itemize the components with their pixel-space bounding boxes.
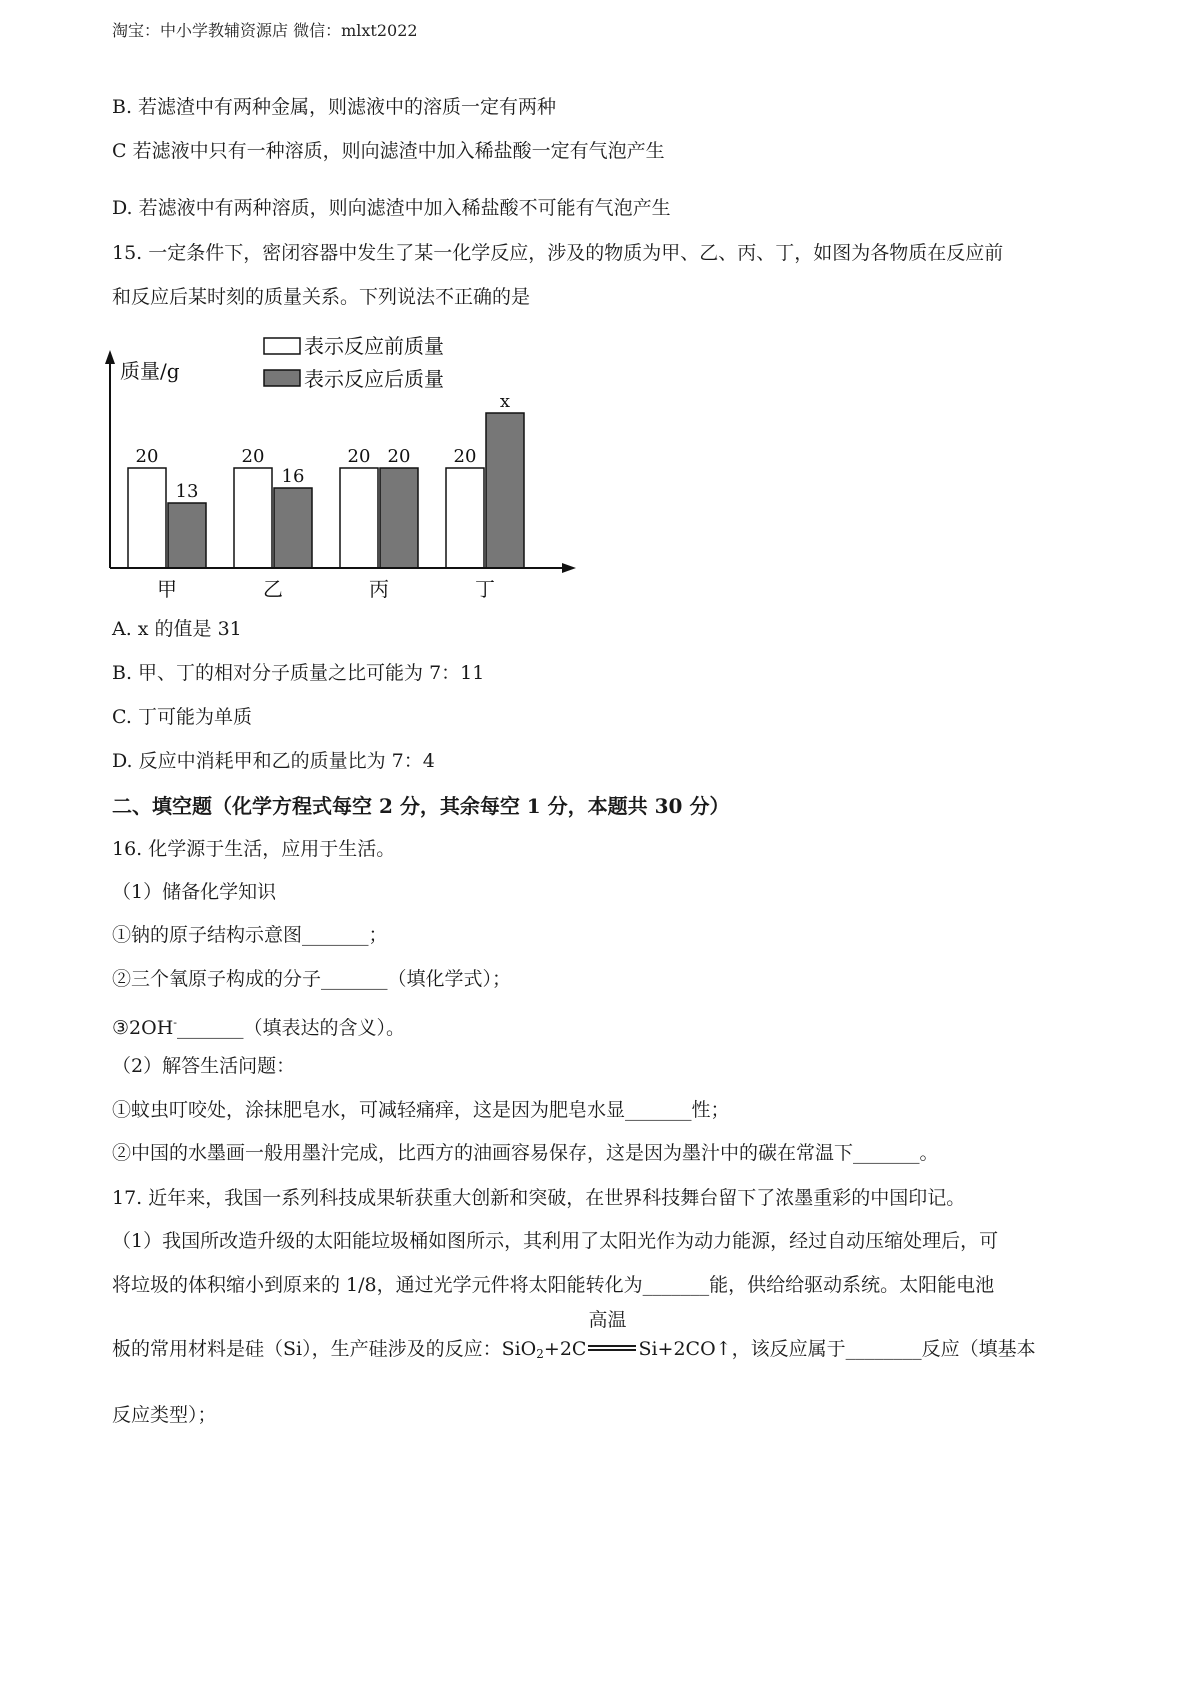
category-label-4: 丁 — [475, 577, 495, 601]
q17-part-1-line-3 — [112, 1309, 1036, 1367]
q16-part-2: （2）解答生活问题： — [112, 1055, 296, 1077]
reaction-subscript: 2 — [536, 1347, 544, 1361]
q16-item-5: ②中国的水墨画一般用墨汁完成，比西方的油画容易保存，这是因为墨汁中的碳在常温下_______。 — [112, 1142, 939, 1164]
q17-part-1-line-2: 将垃圾的体积缩小到原来的 1/8，通过光学元件将太阳能转化为_______能，供给给驱动系统。太阳能电池 — [112, 1274, 995, 1296]
reaction-products: Si+2CO↑，该反应属于________反应（填基本 — [638, 1338, 1036, 1360]
q17-stem: 17. 近年来，我国一系列科技成果斩获重大创新和突破，在世界科技舞台留下了浓墨重彩的中国印记。 — [112, 1187, 966, 1209]
q15-stem-line-2: 和反应后某时刻的质量关系。下列说法不正确的是 — [112, 286, 531, 308]
q17-part-1-line-4: 反应类型）； — [112, 1404, 217, 1426]
q16-part-1: （1）储备化学知识 — [112, 881, 277, 903]
mass-bar-chart — [110, 334, 630, 650]
q16-item-3 — [112, 1010, 405, 1041]
legend-before-label: 表示反应前质量 — [304, 334, 444, 358]
bar-label-before-2: 20 — [241, 446, 265, 467]
bar-after-4 — [486, 413, 524, 568]
q15-option-a: A. x 的值是 31 — [112, 618, 242, 640]
bar-after-3 — [380, 468, 418, 568]
q15-option-d: D. 反应中消耗甲和乙的质量比为 7：4 — [112, 750, 435, 772]
bar-label-before-4: 20 — [453, 446, 477, 467]
page-header: 淘宝：中小学教辅资源店 微信：mlxt2022 — [112, 21, 418, 40]
bar-after-1 — [168, 503, 206, 568]
legend-before-swatch — [264, 338, 300, 354]
q14-option-c: C 若滤液中只有一种溶质，则向滤渣中加入稀盐酸一定有气泡产生 — [112, 140, 665, 162]
q14-option-b: B. 若滤渣中有两种金属，则滤液中的溶质一定有两种 — [112, 96, 557, 118]
reaction-reactant-c: +2C — [543, 1338, 587, 1360]
q17-part-1-line-1: （1）我国所改造升级的太阳能垃圾桶如图所示，其利用了太阳光作为动力能源，经过自动压缩处理后，可 — [112, 1230, 999, 1252]
reaction-reactant-sio: 板的常用材料是硅（Si），生产硅涉及的反应：SiO — [112, 1338, 537, 1360]
q16-stem: 16. 化学源于生活，应用于生活。 — [112, 838, 396, 860]
q16-item-1: ①钠的原子结构示意图_______； — [112, 924, 388, 946]
q14-option-d: D. 若滤液中有两种溶质，则向滤渣中加入稀盐酸不可能有气泡产生 — [112, 197, 671, 219]
bar-after-2 — [274, 488, 312, 568]
q16-item-3-tail: _______（填表达的含义）。 — [177, 1017, 406, 1039]
q16-item-3-formula: ③2OH — [112, 1017, 174, 1039]
q16-item-3-charge: - — [173, 1016, 177, 1029]
bar-before-4 — [446, 468, 484, 568]
category-label-1: 甲 — [157, 577, 177, 601]
q15-option-b: B. 甲、丁的相对分子质量之比可能为 7：11 — [112, 662, 485, 684]
bar-label-after-2: 16 — [281, 466, 305, 487]
q16-item-4: ①蚊虫叮咬处，涂抹肥皂水，可减轻痛痒，这是因为肥皂水显_______性； — [112, 1099, 730, 1121]
q15-stem-line-1: 15. 一定条件下，密闭容器中发生了某一化学反应，涉及的物质为甲、乙、丙、丁，如图为各物质在反应前 — [112, 242, 1004, 264]
bar-before-1 — [128, 468, 166, 568]
bar-label-after-1: 13 — [175, 481, 199, 502]
q16-item-2: ②三个氧原子构成的分子_______（填化学式）； — [112, 968, 512, 990]
bar-label-before-3: 20 — [347, 446, 371, 467]
bar-before-2 — [234, 468, 272, 568]
bar-label-after-4: x — [499, 391, 511, 412]
q15-option-c: C. 丁可能为单质 — [112, 706, 252, 728]
y-axis-label: 质量/g — [120, 359, 180, 383]
x-axis-arrow — [562, 563, 576, 573]
y-axis-arrow — [105, 350, 115, 364]
bar-before-3 — [340, 468, 378, 568]
reaction-equals-sign — [586, 1309, 638, 1362]
legend-after-label: 表示反应后质量 — [304, 367, 444, 391]
category-label-3: 丙 — [369, 577, 389, 601]
bar-label-after-3: 20 — [387, 446, 411, 467]
legend-after-swatch — [264, 370, 300, 386]
reaction-condition: 高温 — [588, 1309, 627, 1331]
section-title: 二、填空题（化学方程式每空 2 分，其余每空 1 分，本题共 30 分） — [112, 794, 730, 818]
bar-label-before-1: 20 — [135, 446, 159, 467]
category-label-2: 乙 — [263, 577, 283, 601]
